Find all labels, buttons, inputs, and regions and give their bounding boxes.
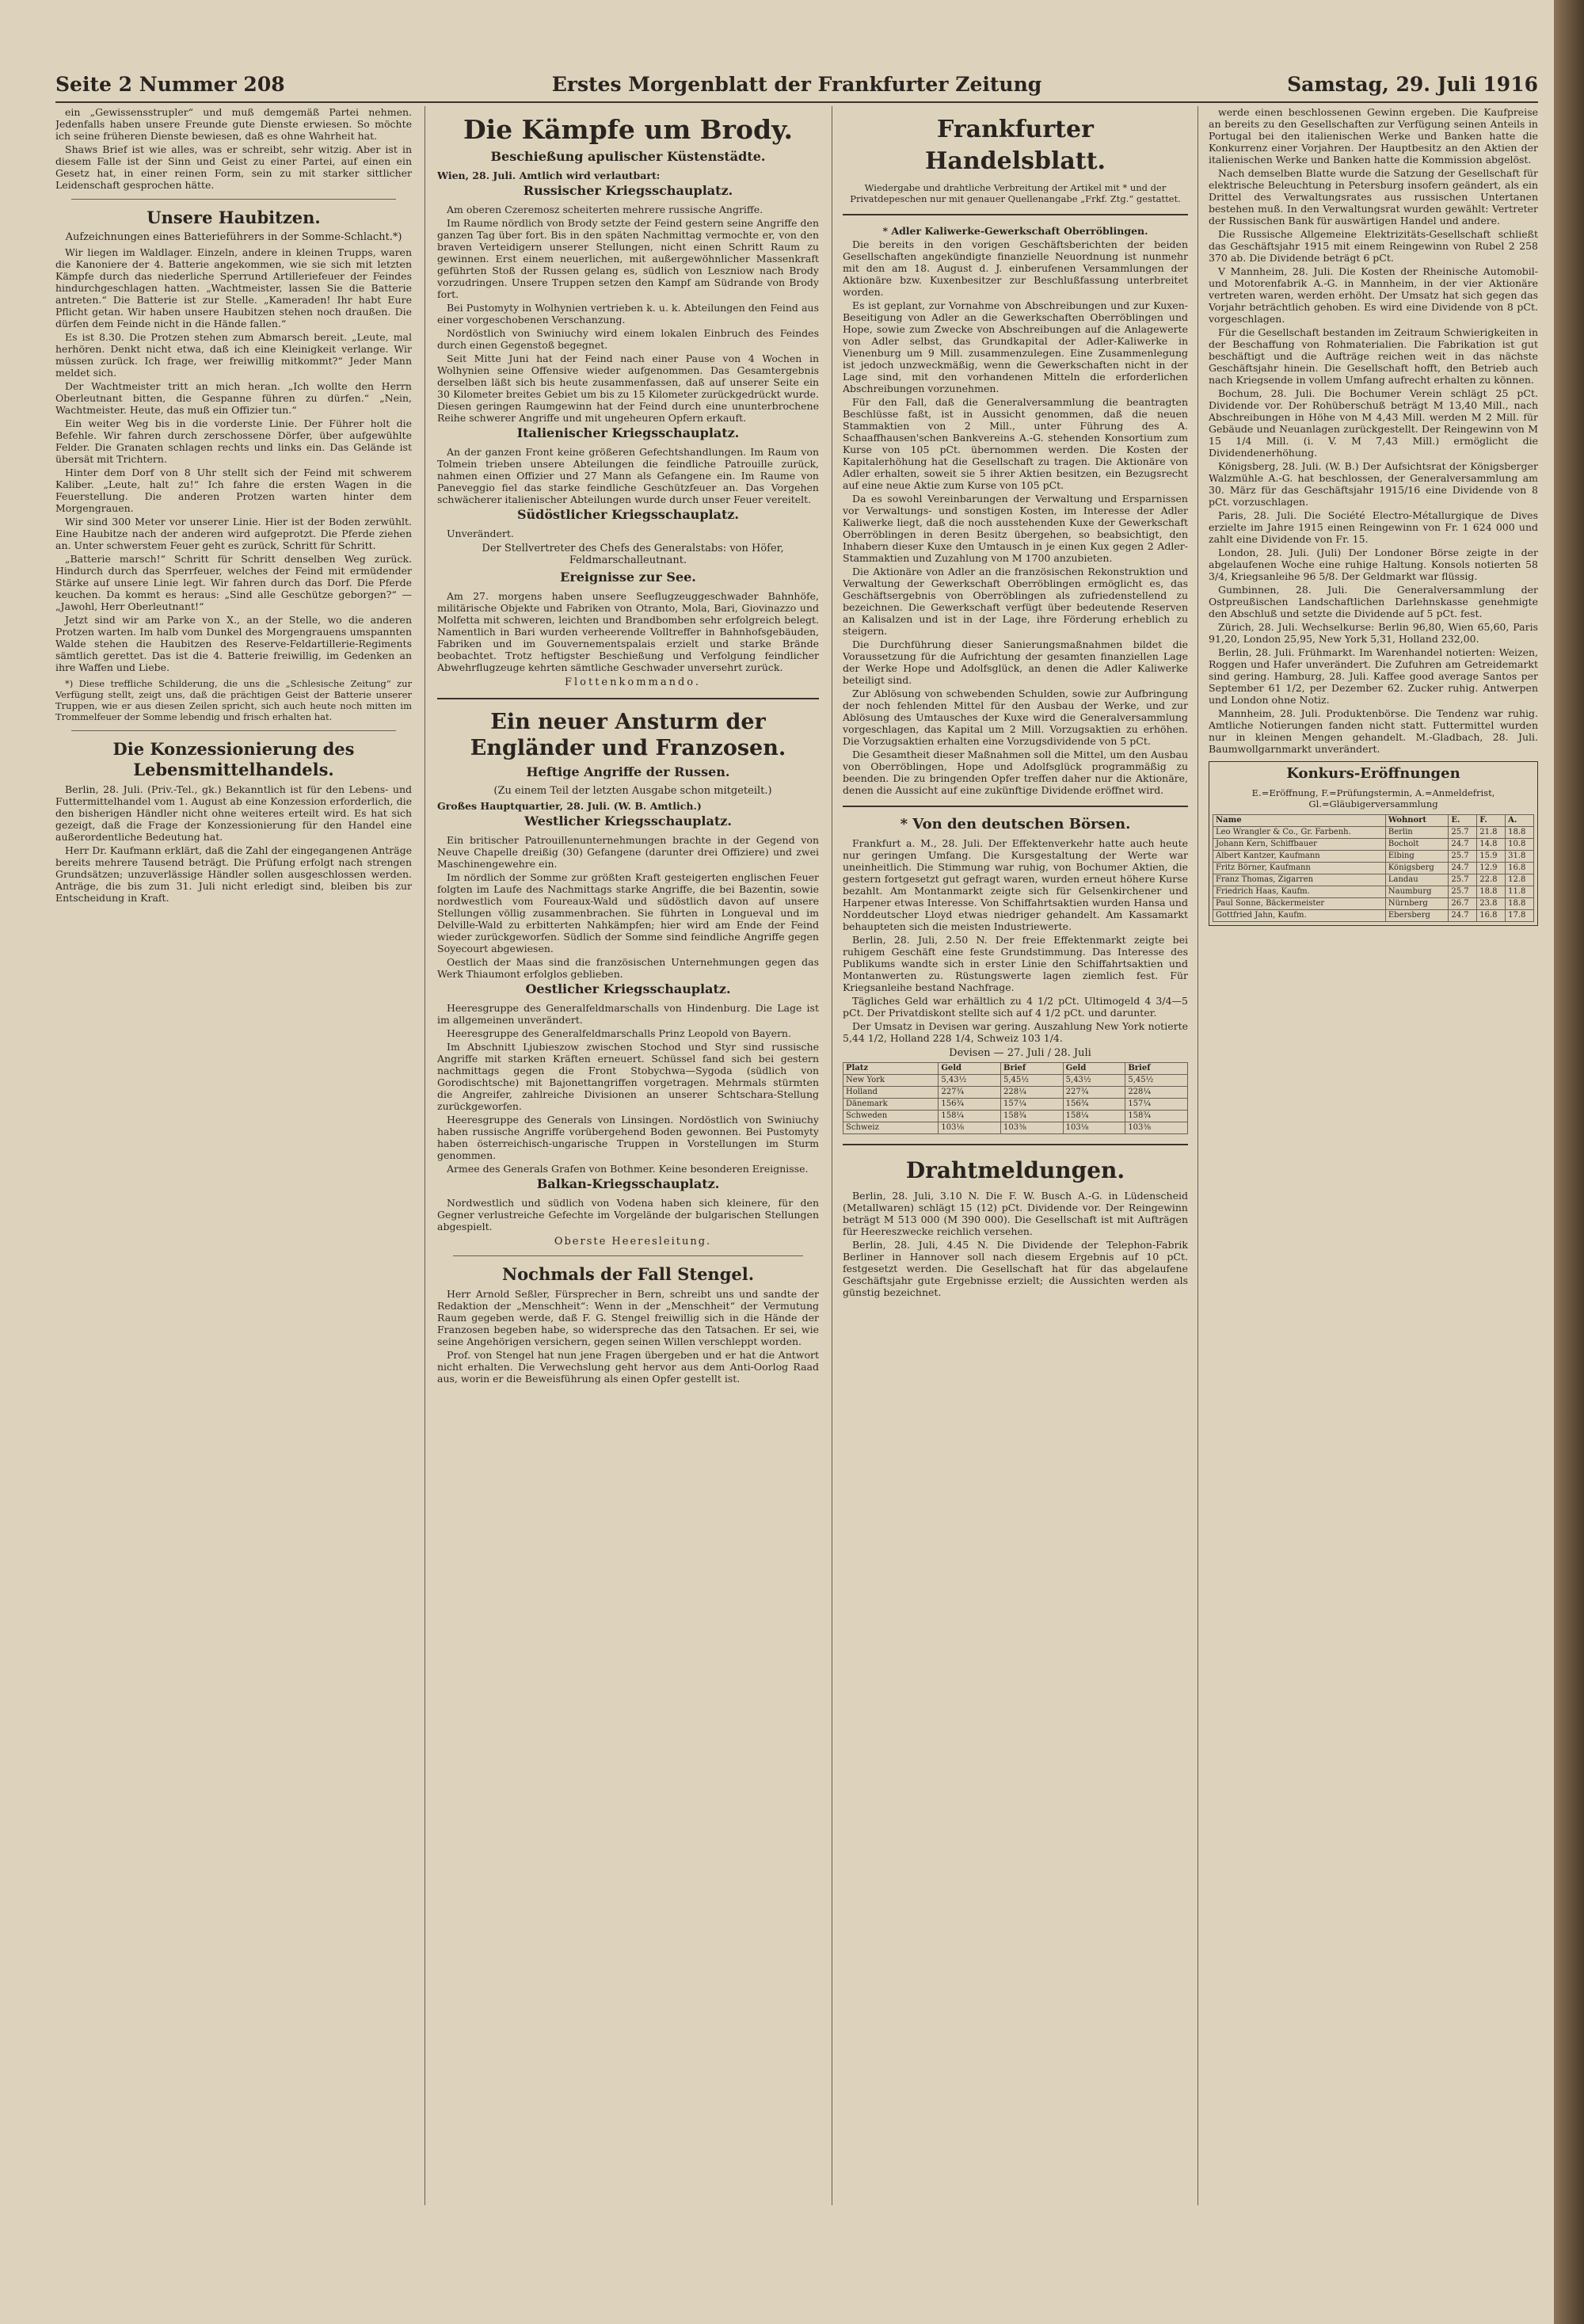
- section-heading: Italienischer Kriegsschauplatz.: [516, 425, 740, 440]
- column-war-reports: [437, 106, 819, 2316]
- section-heading: * Von den deutschen Börsen.: [900, 816, 1131, 832]
- article-paragraph: Nordwestlich und südlich von Vodena haben sich kleinere, für den Gegner verlustreiche Gefechte im Vorgelände der bulgarischen Stellungen abgespielt.: [437, 1197, 819, 1232]
- article-paragraph: Hinter dem Dorf von 8 Uhr stellt sich der Feind mit schwerem Kaliber. „Leute, halt zu!“ Ich fahre die ersten Wagen in die Feuerstellung. Die anderen Protzen warten hinter dem Morgengrauen.: [55, 467, 412, 514]
- article-title: * Adler Kaliwerke-Gewerkschaft Oberröblingen.: [882, 225, 1148, 237]
- article-paragraph: Die Gesamtheit dieser Maßnahmen soll die Mittel, um den Ausbau von Oberröblingen, Hope und Adolfsglück programmäßig zu beenden. Die zu bringenden Opfer treffen daher nur die Aktionäre, denen die Aussicht auf eine zukünftige Dividende eröffnet wird.: [843, 749, 1188, 796]
- table-row: [1213, 874, 1534, 886]
- table-cell: 25.7: [1449, 886, 1477, 898]
- article-paragraph: ein „Gewissensstrupler“ und muß demgemäß Partei nehmen. Jedenfalls haben unsere Freunde gute Dienste erwiesen. So möchte ich seine früheren Dienste bewiesen, daß es ohne Wahrheit hat.: [55, 106, 412, 142]
- signature: Der Stellvertreter des Chefs des Generalstabs: von Höfer, Feldmarschalleutnant.: [482, 543, 784, 566]
- table-cell: 228¼: [1001, 1087, 1064, 1099]
- article-paragraph: An der ganzen Front keine größeren Gefechtshandlungen. Im Raum von Tolmein trieben unsere Abteilungen die feindliche Patrouille zurück, nahmen einen Offizier und 27 Mann als Gefangene ein. Im Raume von Paneveggio fiel das starke feindliche Geschützfeuer an. Das Vorgehen schwächerer italienischer Abteilungen wurde durch unser Feuer vereitelt.: [437, 446, 819, 505]
- table-cell: 103⅜: [1125, 1122, 1188, 1134]
- article-paragraph: Wir liegen im Waldlager. Einzeln, andere in kleinen Trupps, waren die Kanoniere der 4. Batterie angekommen, wie sie sich mit letzten Kämpfe durch das niederliche Sperrund Artilleriefeuer der Feindes hindurchgeschlagen hatten. „Wachtmeister, lassen Sie die Batterie antreten.“ Die Batterie ist zur Stelle. „Kameraden! Ihr habt Eure Pflicht getan. Wir haben unsere Haubitzen stehen noch draußen. Die dürfen dem Feinde nicht in die Hände fallen.“: [55, 246, 412, 330]
- article-paragraph: Bei Pustomyty in Wolhynien vertrieben k. u. k. Abteilungen den Feind aus einer vorgeschobenen Verschanzung.: [437, 302, 819, 326]
- divider: [843, 806, 1188, 807]
- article-paragraph: Berlin, 28. Juli, 3.10 N. Die F. W. Busch A.-G. in Lüdenscheid (Metallwaren) schlägt 15 (12) pCt. Dividende vor. Der Reingewinn beträgt M 513 000 (M 390 000). Die Gesellschaft ist mit Aufträgen für Heereszwecke reichlich versehen.: [843, 1190, 1188, 1237]
- dateline: Großes Hauptquartier, 28. Juli. (W. B. Amtlich.): [437, 800, 702, 812]
- table-cell: Franz Thomas, Zigarren: [1213, 874, 1386, 886]
- table-cell: 158¾: [1001, 1111, 1064, 1122]
- section-title: Frankfurter Handelsblatt.: [925, 116, 1106, 175]
- article-paragraph: Mannheim, 28. Juli. Produktenbörse. Die Tendenz war ruhig. Amtliche Notierungen fanden nicht statt. Futtermittel wurden nur in kleinen Mengen gehandelt. M.-Gladbach, 28. Juli. Baumwollgarnmarkt unverändert.: [1209, 707, 1538, 755]
- table-cell: Holland: [843, 1087, 939, 1099]
- table-header: Brief: [1125, 1063, 1188, 1075]
- issue-date: Samstag, 29. Juli 1916: [1287, 73, 1538, 96]
- column-feuilleton: [55, 106, 412, 2316]
- article-paragraph: Frankfurt a. M., 28. Juli. Der Effektenverkehr hatte auch heute nur geringen Umfang. Die Kursgestaltung der Werte war uneinheitlich. Die Stimmung war ruhig, von Bochumer Aktien, die gestern fortgesetzt gut gefragt waren, wurden erneut höhere Kurse bezahlt. Am Montanmarkt zeigte sich für Gelsenkirchener und Harpener etwas Interesse. Von Schiffahrtsaktien wurden Hansa und Norddeutscher Lloyd etwas niedriger gehandelt. Am Kassamarkt behaupteten sich die meisten Industriewerte.: [843, 837, 1188, 932]
- table-cell: Schweden: [843, 1111, 939, 1122]
- article-paragraph: Für den Fall, daß die Generalversammlung die beantragten Beschlüsse faßt, ist in Aussicht genommen, daß die neuen Stammaktien von 2 Mill., unter Führung des A. Schaaffhausen'schen Bankvereins A.-G. stehenden Konsortium zum Kurse von 105 pCt. übernommen werden. Die Kosten der Kapitalerhöhung hat die Gesellschaft zu tragen. Die Aktionäre von Adler erhalten, soweit sie 5 ihrer Aktien besitzen, ein Bezugsrecht auf eine neue Aktie zum Kurse von 105 pCt.: [843, 396, 1188, 491]
- article-paragraph: Nach demselben Blatte wurde die Satzung der Gesellschaft für elektrische Beleuchtung in Petersburg insofern geändert, als ein Drittel des Verwaltungsrates aus russischen Untertanen bestehen muß. In den Verwaltungsrat wurden gewählt: Vertreter der Russischen Bank für auswärtigen Handel und andere.: [1209, 167, 1538, 227]
- table-cell: 25.7: [1449, 874, 1477, 886]
- article-paragraph: Berlin, 28. Juli. (Priv.-Tel., gk.) Bekanntlich ist für den Lebens- und Futtermittelhandel vom 1. August ab eine Konzession erforderlich, die den bisherigen Händler nicht ohne weiteres erteilt wird. Es hat sich gezeigt, daß die Frage der Konzessionierung für den Handel eine außerordentliche Bedeutung hat.: [55, 783, 412, 843]
- table-header: E.: [1449, 815, 1477, 827]
- article-paragraph: Nordöstlich von Swiniuchy wird einem lokalen Einbruch des Feindes durch einen Gegenstoß begegnet.: [437, 327, 819, 351]
- page-number: Seite 2 Nummer 208: [55, 73, 285, 96]
- subheadline: Beschießung apulischer Küstenstädte.: [490, 149, 766, 164]
- section-title: Drahtmeldungen.: [905, 1157, 1125, 1183]
- table-cell: 103⅛: [1063, 1122, 1125, 1134]
- divider: [843, 1144, 1188, 1145]
- listing-title: Konkurs-Eröffnungen: [1286, 765, 1460, 782]
- article-paragraph: Die bereits in den vorigen Geschäftsberichten der beiden Gesellschaften angekündigte finanzielle Neuordnung ist nunmehr mit den am 18. August d. J. einberufenen Versammlungen der Aktionäre bzw. Kuxenbesitzer zur Beschlußfassung unterbreitet worden.: [843, 238, 1188, 298]
- article-paragraph: Herr Dr. Kaufmann erklärt, daß die Zahl der eingegangenen Anträge bereits mehrere Tausend beträgt. Die Prüfung erfolgt nach strengen Grundsätzen; unzuverlässige Händler sollen ausgeschlossen werden. Anträge, die bis zum 31. Juli nicht erledigt sind, bleiben bis zur Entscheidung in Kraft.: [55, 844, 412, 904]
- table-cell: 16.8: [1506, 863, 1534, 874]
- table-header: F.: [1477, 815, 1506, 827]
- table-cell: 156¾: [1063, 1099, 1125, 1111]
- section-heading: Westlicher Kriegsschauplatz.: [524, 813, 732, 829]
- table-cell: Nürnberg: [1385, 898, 1449, 910]
- article-paragraph: Unverändert.: [447, 528, 514, 539]
- table-header: Wohnort: [1385, 815, 1449, 827]
- dateline: Wien, 28. Juli. Amtlich wird verlautbart:: [437, 170, 661, 181]
- article-paragraph: Berlin, 28. Juli, 2.50 N. Der freie Effektenmarkt zeigte bei ruhigem Geschäft eine feste Grundstimmung. Das Interesse des Publikums wandte sich in erster Linie den Schiffahrtsaktien und Montanwerten zu. Rüstungswerte lagen ziemlich fest. Für Kriegsanleihe bestand Nachfrage.: [843, 934, 1188, 993]
- table-cell: 31.8: [1506, 851, 1534, 863]
- article-paragraph: Für die Gesellschaft bestanden im Zeitraum Schwierigkeiten in der Beschaffung von Rohmaterialien. Die Fabrikation ist gut beschäftigt und die Aufträge reichen weit in das nächste Geschäftsjahr hinein. Die Gesellschaft hofft, den Betrieb auch nach Kriegsende in vollem Umfang aufrecht erhalten zu können.: [1209, 326, 1538, 386]
- divider: [71, 730, 396, 731]
- article-paragraph: Bochum, 28. Juli. Die Bochumer Verein schlägt 25 pCt. Dividende vor. Der Rohüberschuß beträgt M 13,40 Mill., nach Abschreibungen in Höhe von M 4,43 Mill. werden M 2 Mill. für Gebäude und Neuanlagen zurückgestellt. Der Reingewinn von M 15 1/4 Mill. (i. V. M 7,43 Mill.) ermöglicht die Dividendenerhöhung.: [1209, 387, 1538, 459]
- table-row: [843, 1111, 1188, 1122]
- table-cell: Dänemark: [843, 1099, 939, 1111]
- table-cell: 156¾: [939, 1099, 1001, 1111]
- article-paragraph: Es ist 8.30. Die Protzen stehen zum Abmarsch bereit. „Leute, mal herhören. Denkt nicht etwa, daß ich eine Kleinigkeit verlange. Wir müssen zurück. Ich frage, wer freiwillig mitkommt?“ Jeder Mann meldet sich.: [55, 331, 412, 379]
- table-cell: 157¼: [1001, 1099, 1064, 1111]
- article-paragraph: Am 27. morgens haben unsere Seeflugzeuggeschwader Bahnhöfe, militärische Objekte und Fabriken von Otranto, Mola, Bari, Giovinazzo und Molfetta mit schweren, leichten und Brandbomben sehr erfolgreich belegt. Namentlich in Bari wurden verheerende Volltreffer in Bahnhofsgebäuden, Fabriken und im Gouvernementspalais erzielt und starke Brände beobachtet. Trotz heftigster Beschießung und Verfolgung feindlicher Abwehrflugzeuge kehrten sämtliche Geschwader unversehrt zurück.: [437, 590, 819, 673]
- headline-stengel: Nochmals der Fall Stengel.: [501, 1264, 755, 1284]
- table-cell: 24.7: [1449, 863, 1477, 874]
- article-paragraph: Shaws Brief ist wie alles, was er schreibt, sehr witzig. Aber ist in diesem Falle ist der Sinn und Geist zu einer Partei, auf einen ein Gesetz hat, in einer reinen Form, sein zu mit starker sittlicher Leidenschaft gesprochen hätte.: [55, 143, 412, 191]
- table-cell: 227¾: [1063, 1087, 1125, 1099]
- table-cell: Königsberg: [1385, 863, 1449, 874]
- article-paragraph: Die Aktionäre von Adler an die französischen Rekonstruktion und Verwaltung der Gewerkschaft Oberröblingen ermöglicht es, das Geschäftsergebnis von Oberröblingen als zufriedenstellend zu bezeichnen. Die Gewerkschaft verfügt über bedeutende Reserven an Kalisalzen und ist in der Lage, ihre Förderung erheblich zu steigern.: [843, 566, 1188, 637]
- table-cell: Fritz Börner, Kaufmann: [1213, 863, 1386, 874]
- table-row: [1213, 827, 1534, 839]
- table-cell: 14.8: [1477, 839, 1506, 851]
- table-cell: 18.8: [1477, 886, 1506, 898]
- table-cell: 103⅛: [939, 1122, 1001, 1134]
- table-cell: Elbing: [1385, 851, 1449, 863]
- article-paragraph: „Batterie marsch!“ Schritt für Schritt denselben Weg zurück. Hindurch durch das Sperrfeuer, welches der Feind mit ermüdender Stärke auf unsere Linie legt. Wir fahren durch das Dorf. Die Pferde keuchen. Da kommt es heraus: „Sind alle Geschütze geborgen?“ — „Jawohl, Herr Oberleutnant!“: [55, 553, 412, 612]
- masthead: [55, 70, 1538, 103]
- table-cell: Naumburg: [1385, 886, 1449, 898]
- subheadline: Heftige Angriffe der Russen.: [526, 764, 730, 779]
- listing-legend: E.=Eröffnung, F.=Prüfungstermin, A.=Anmeldefrist, Gl.=Gläubigerversammlung: [1251, 787, 1495, 810]
- divider: [71, 199, 396, 200]
- table-cell: 10.8: [1506, 839, 1534, 851]
- bankruptcy-listing: [1209, 761, 1538, 926]
- table-row: [1213, 898, 1534, 910]
- table-row: [843, 1075, 1188, 1087]
- table-cell: Albert Kantzer, Kaufmann: [1213, 851, 1386, 863]
- table-row: [843, 1099, 1188, 1111]
- article-paragraph: Berlin, 28. Juli, 4.45 N. Die Dividende der Telephon-Fabrik Berliner in Hannover soll nach diesem Ergebnis auf 10 pCt. festgesetzt werden. Die Gesellschaft hat für das abgelaufene Geschäftsjahr gute Ergebnisse erzielt; die Aussichten werden als günstig bezeichnet.: [843, 1239, 1188, 1298]
- table-row: [1213, 910, 1534, 922]
- divider: [453, 1255, 803, 1256]
- section-heading: Oestlicher Kriegsschauplatz.: [525, 981, 731, 996]
- article-paragraph: Im nördlich der Somme zur größten Kraft gesteigerten englischen Feuer folgten im Laufe des Nachmittags starke Angriffe, die bei Bazentin, sowie nordwestlich vom Foureaux-Wald und südöstlich davon auf unsere Stellungen völlig zusammenbrachen. Sie führten in Longueval und im Delville-Wald zu erbitterten Nahkämpfen; hier wird am Ende der Feind wieder zurückgeworfen. Südlich der Somme sind feindliche Angriffe gegen Soyecourt abgewiesen.: [437, 871, 819, 954]
- table-cell: 103⅜: [1001, 1122, 1064, 1134]
- table-cell: Leo Wrangler & Co., Gr. Farbenh.: [1213, 827, 1386, 839]
- table-header: A.: [1506, 815, 1534, 827]
- table-row: [843, 1122, 1188, 1134]
- binding-edge: [1554, 0, 1584, 2324]
- article-paragraph: Ein britischer Patrouillenunternehmungen brachte in der Gegend von Neuve Chapelle dreißig (30) Gefangene (darunter drei Offiziere) und zwei Maschinengewehre ein.: [437, 834, 819, 870]
- table-cell: Schweiz: [843, 1122, 939, 1134]
- article-paragraph: London, 28. Juli. (Juli) Der Londoner Börse zeigte in der abgelaufenen Woche eine ruhige Haltung. Konsols notierten 58 3/4, Kriegsanleihe 96 5/8. Der Geldmarkt war flüssig.: [1209, 547, 1538, 582]
- footnote: *) Diese treffliche Schilderung, die uns die „Schlesische Zeitung“ zur Verfügung stellt, zeigt uns, daß die prächtigen Geist der Batterie unserer Truppen, wie er aus diesen Zeilen spricht, sich auch heute noch mitten im Trommelfeuer der Somme lebendig und frisch erhalten hat.: [55, 678, 412, 722]
- column-handelsblatt: [843, 106, 1188, 2316]
- note: (Zu einem Teil der letzten Ausgabe schon mitgeteilt.): [493, 785, 772, 797]
- section-heading: Ereignisse zur See.: [560, 570, 696, 585]
- table-row: [1213, 851, 1534, 863]
- article-paragraph: V Mannheim, 28. Juli. Die Kosten der Rheinische Automobil- und Motorenfabrik A.-G. in Mannheim, in der vier Aktionäre vertreten waren, werden erhöht. Der Umsatz hat sich gegen das Vorjahr beträchtlich gehoben. Es wird eine Dividende von 8 pCt. vorgeschlagen.: [1209, 265, 1538, 325]
- article-paragraph: werde einen beschlossenen Gewinn ergeben. Die Kaufpreise an bereits zu den Gesellschaften zur Verfügung seinen Anteils in Portugal bei den italienischen Werke und Banken hatte die Konkurrenz einer Vorjahren. Der Hauptbesitz an den Aktien der italienischen Werke und Banken hatte die Kommission abgelöst.: [1209, 106, 1538, 166]
- article-paragraph: Königsberg, 28. Juli. (W. B.) Der Aufsichtsrat der Königsberger Walzmühle A.-G. hat beschlossen, der Generalversammlung am 30. März für das Geschäftsjahr 1915/16 eine Dividende von 8 pCt. vorzuschlagen.: [1209, 460, 1538, 508]
- table-cell: Berlin: [1385, 827, 1449, 839]
- article-paragraph: Im Abschnitt Ljubieszow zwischen Stochod und Styr sind russische Angriffe mit starken Kräften erneuert. Schüssel fand sich bei gestern nachmittags gegen die Front Stobychwa—Sygoda (südlich von Gorodischtsche) mit Bajonettangriffen vorgetragen. Mehrmals stürmten die Angreifer, zahlreiche Divisionen an unserer Schtschara-Stellung zurückgeworfen.: [437, 1041, 819, 1112]
- table-cell: 227¾: [939, 1087, 1001, 1099]
- article-paragraph: Gumbinnen, 28. Juli. Die Generalversammlung der Ostpreußischen Landschaftlichen Darlehnskasse genehmigte den Abschluß und setzte die Dividende auf 5 pCt. fest.: [1209, 584, 1538, 619]
- article-paragraph: Jetzt sind wir am Parke von X., an der Stelle, wo die anderen Protzen warten. Im halb vom Dunkel des Morgengrauens umspannten Walde stehen die Haubitzen des Reserve-Feldartillerie-Regiments sämtlich gerettet. Das ist die 4. Batterie freiwillig, im Gedenken an ihre Waffen und Liebe.: [55, 614, 412, 673]
- article-paragraph: Die Russische Allgemeine Elektrizitäts-Gesellschaft schließt das Geschäftsjahr 1915 mit einem Reingewinn von Rubel 2 258 370 ab. Die Dividende beträgt 6 pCt.: [1209, 228, 1538, 264]
- table-cell: 26.7: [1449, 898, 1477, 910]
- table-cell: 157¼: [1125, 1099, 1188, 1111]
- article-paragraph: Seit Mitte Juni hat der Feind nach einer Pause von 4 Wochen in Wolhynien seine Offensive wieder aufgenommen. Das Gesamtergebnis derselben läßt sich bis heute zusammenfassen, daß auf unserer Seite ein 30 Kilometer breites Gebiet um bis zu 15 Kilometer zurückgedrückt wurde. Diesen geringen Raumgewinn hat der Feind durch eine ununterbrochene Reihe schwerer Angriffe und mit ungeheuren Opfern erkauft.: [437, 352, 819, 424]
- table-cell: New York: [843, 1075, 939, 1087]
- article-paragraph: Die Durchführung dieser Sanierungsmaßnahmen bildet die Voraussetzung für die Aufrichtung der gesamten finanziellen Lage der Werke Hope und Adolfsglück, an denen die Adler Kaliwerke beteiligt sind.: [843, 638, 1188, 686]
- table-cell: Landau: [1385, 874, 1449, 886]
- article-paragraph: Heeresgruppe des Generalfeldmarschalls Prinz Leopold von Bayern.: [447, 1027, 791, 1039]
- table-cell: Gottfried Jahn, Kaufm.: [1213, 910, 1386, 922]
- signature: Oberste Heeresleitung.: [554, 1236, 712, 1248]
- article-paragraph: Der Wachtmeister tritt an mich heran. „Ich wollte den Herrn Oberleutnant bitten, die Gespanne führen zu dürfen.“ „Nein, Wachtmeister. Heute, das muß ein Offizier tun.“: [55, 380, 412, 416]
- article-paragraph: Paris, 28. Juli. Die Société Electro-Métallurgique de Dives erzielte im Jahre 1915 einen Reingewinn von Fr. 1 624 000 und zahlt eine Dividende von Fr. 15.: [1209, 509, 1538, 545]
- table-header: Brief: [1001, 1063, 1064, 1075]
- article-paragraph: Prof. von Stengel hat nun jene Fragen übergeben und er hat die Antwort nicht erhalten. Die Verwechslung geht hervor aus dem Anti-Oorlog Raad aus, worin er die Beweisführung als einen Opfer gestellt ist.: [437, 1349, 819, 1385]
- table-cell: Friedrich Haas, Kaufm.: [1213, 886, 1386, 898]
- table-row: [1213, 886, 1534, 898]
- table-cell: Paul Sonne, Bäckermeister: [1213, 898, 1386, 910]
- exchange-rate-table: [843, 1062, 1188, 1134]
- table-cell: 11.8: [1506, 886, 1534, 898]
- article-paragraph: Ein weiter Weg bis in die vorderste Linie. Der Führer holt die Befehle. Wir fahren durch zerschossene Dörfer, über aufgewühlte Felder. Die Granaten schlagen rechts und links ein. Das Gelände ist übersät mit Trichtern.: [55, 417, 412, 465]
- table-cell: 158¼: [939, 1111, 1001, 1122]
- table-cell: 25.7: [1449, 851, 1477, 863]
- article-paragraph: Im Raume nördlich von Brody setzte der Feind gestern seine Angriffe den ganzen Tag über fort. Bis in den späten Nachmittag vermochte er, von den braven Verteidigern unserer Stellungen, nicht einen Schritt Raum zu gewinnen. Erst einem neuerlichen, mit außergewöhnlicher Massenkraft geführten Stoß der Russen gelang es, südlich von Leszniow nach Brody vorzudringen. Unsere Truppen setzen den Kampf am Südrande von Brody fort.: [437, 217, 819, 300]
- article-paragraph: Tägliches Geld war erhältlich zu 4 1/2 pCt. Ultimogeld 4 3/4—5 pCt. Der Privatdiskont stellte sich auf 4 1/2 pCt. und darunter.: [843, 995, 1188, 1019]
- column-economy: [1209, 106, 1538, 2316]
- table-cell: 25.7: [1449, 827, 1477, 839]
- table-cell: 24.7: [1449, 910, 1477, 922]
- article-paragraph: Heeresgruppe des Generalfeldmarschalls von Hindenburg. Die Lage ist im allgemeinen unverändert.: [437, 1002, 819, 1026]
- divider: [437, 698, 819, 699]
- article-paragraph: Zürich, 28. Juli. Wechselkurse: Berlin 96,80, Wien 65,60, Paris 91,20, London 25,95, New York 5,31, Holland 232,00.: [1209, 621, 1538, 645]
- table-row: [1213, 839, 1534, 851]
- headline-konzession: Die Konzessionierung des Lebensmittelhandels.: [112, 739, 355, 779]
- section-heading: Russischer Kriegsschauplatz.: [523, 183, 733, 198]
- table-cell: 15.9: [1477, 851, 1506, 863]
- table-header: Geld: [939, 1063, 1001, 1075]
- article-paragraph: Da es sowohl Vereinbarungen der Verwaltung und Ersparnissen vor Verwaltungs- und sonstigen Kosten, im Interesse der Adler Kaliwerke liegt, daß die noch ausstehenden Kuxe der Gewerkschaft Oberröblingen in deren Besitz übergehen, so beabsichtigt, den Inhabern dieser Kuxe den Umtausch in je einen Kux gegen 2 Adler-Stammaktien und Zuzahlung von M 1700 anzubieten.: [843, 493, 1188, 564]
- table-row: [843, 1087, 1188, 1099]
- table-cell: 5,43½: [1063, 1075, 1125, 1087]
- table-cell: 5,43½: [939, 1075, 1001, 1087]
- table-cell: 158¾: [1125, 1111, 1188, 1122]
- subheadline: Aufzeichnungen eines Batterieführers in der Somme-Schlacht.*): [65, 231, 402, 243]
- table-cell: 22.8: [1477, 874, 1506, 886]
- table-cell: 16.8: [1477, 910, 1506, 922]
- table-row: [1213, 863, 1534, 874]
- article-paragraph: Armee des Generals Grafen von Bothmer. Keine besonderen Ereignisse.: [447, 1163, 809, 1175]
- copyright-note: Wiedergabe und drahtliche Verbreitung der Artikel mit * und der Privatdepeschen nur mit genauer Quellenangabe „Frkf. Ztg.“ gestattet.: [850, 182, 1181, 204]
- article-paragraph: Am oberen Czeremosz scheiterten mehrere russische Angriffe.: [447, 204, 763, 215]
- table-cell: 17.8: [1506, 910, 1534, 922]
- table-cell: Bocholt: [1385, 839, 1449, 851]
- article-paragraph: Oestlich der Maas sind die französischen Unternehmungen gegen das Werk Thiaumont erfolglos geblieben.: [437, 956, 819, 980]
- headline-haubitzen: Unsere Haubitzen.: [147, 208, 321, 227]
- article-paragraph: Zur Ablösung von schwebenden Schulden, sowie zur Aufbringung der noch fehlenden Mittel für den Ausbau der Werke, und zur Ablösung des Umtausches der Kuxe wird die Generalversammlung vorgeschlagen, das Kapital um 2 Mill. Vorzugsaktien zu erhöhen. Die Vorzugsaktien erhalten eine Vorzugsdividende von 5 pCt.: [843, 688, 1188, 747]
- divider: [843, 214, 1188, 215]
- table-header: Name: [1213, 815, 1386, 827]
- table-cell: Johann Kern, Schiffbauer: [1213, 839, 1386, 851]
- article-paragraph: Es ist geplant, zur Vornahme von Abschreibungen und zur Kuxen-Beseitigung von Adler an die Gewerkschaften Oberröblingen und Hope, sowie zum Zwecke von Abschreibungen auf die Anlagewerte von Adler selbst, das Grundkapital der Adler-Kaliwerke in Vienenburg um 9 Mill. zusammenzulegen. Eine Zusammenlegung ist jedoch unzweckmäßig, wenn die Gewerkschaften nicht in der Lage sind, mit den vorhandenen Mitteln die erforderlichen Abschreibungen vorzunehmen.: [843, 299, 1188, 394]
- table-cell: 21.8: [1477, 827, 1506, 839]
- section-heading: Südöstlicher Kriegsschauplatz.: [516, 507, 739, 522]
- headline-brody: Die Kämpfe um Brody.: [463, 114, 793, 145]
- article-paragraph: Wir sind 300 Meter vor unserer Linie. Hier ist der Boden zerwühlt. Eine Haubitze nach der anderen wird aufgeprotzt. Die Pferde ziehen an. Unter schwerstem Feuer geht es zurück, Schritt für Schritt.: [55, 516, 412, 551]
- table-cell: 158¼: [1063, 1111, 1125, 1122]
- article-paragraph: Der Umsatz in Devisen war gering. Auszahlung New York notierte 5,44 1/2, Holland 228 1/4, Schweiz 103 1/4.: [843, 1020, 1188, 1044]
- table-header: Geld: [1063, 1063, 1125, 1075]
- article-paragraph: Berlin, 28. Juli. Frühmarkt. Im Warenhandel notierten: Weizen, Roggen und Hafer unverändert. Die Zufuhren am Getreidemarkt sind gering. Hamburg, 28. Juli. Kaffee good average Santos per September 61 1/2, per Dezember 62. Zucker ruhig. Antwerpen und London ohne Notiz.: [1209, 646, 1538, 706]
- table-header: Platz: [843, 1063, 939, 1075]
- table-cell: 12.9: [1477, 863, 1506, 874]
- table-cell: 24.7: [1449, 839, 1477, 851]
- table-cell: 12.8: [1506, 874, 1534, 886]
- signature: Flottenkommando.: [564, 676, 702, 688]
- table-cell: 228¼: [1125, 1087, 1188, 1099]
- newspaper-title: Erstes Morgenblatt der Frankfurter Zeitung: [551, 73, 1042, 96]
- article-paragraph: Heeresgruppe des Generals von Linsingen. Nordöstlich von Swiniuchy haben russische Angriffe vorübergehend Boden gewonnen. Bei Pustomyty haben österreichisch-ungarische Truppen in Vorstellungen im Sturm genommen.: [437, 1114, 819, 1161]
- table-cell: 18.8: [1506, 898, 1534, 910]
- section-heading: Balkan-Kriegsschauplatz.: [536, 1176, 720, 1191]
- table-cell: 5,45½: [1001, 1075, 1064, 1087]
- table-cell: 5,45½: [1125, 1075, 1188, 1087]
- headline-ansturm: Ein neuer Ansturm der Engländer und Franzosen.: [470, 710, 786, 760]
- table-cell: Ebersberg: [1385, 910, 1449, 922]
- article-paragraph: Herr Arnold Seßler, Fürsprecher in Bern, schreibt uns und sandte der Redaktion der „Menschheit“: Wenn in der „Menschheit“ der Vermutung Raum gegeben werde, daß F. G. Stengel freiwillig sich in die Hände der Franzosen begeben habe, so widerspreche das den Tatsachen. Er sei, wie seine Angehörigen versichern, gegen seinen Willen verschleppt worden.: [437, 1288, 819, 1347]
- bankruptcy-table: [1213, 814, 1534, 922]
- table-cell: 18.8: [1506, 827, 1534, 839]
- table-cell: 23.8: [1477, 898, 1506, 910]
- table-caption: Devisen — 27. Juli / 28. Juli: [949, 1047, 1091, 1059]
